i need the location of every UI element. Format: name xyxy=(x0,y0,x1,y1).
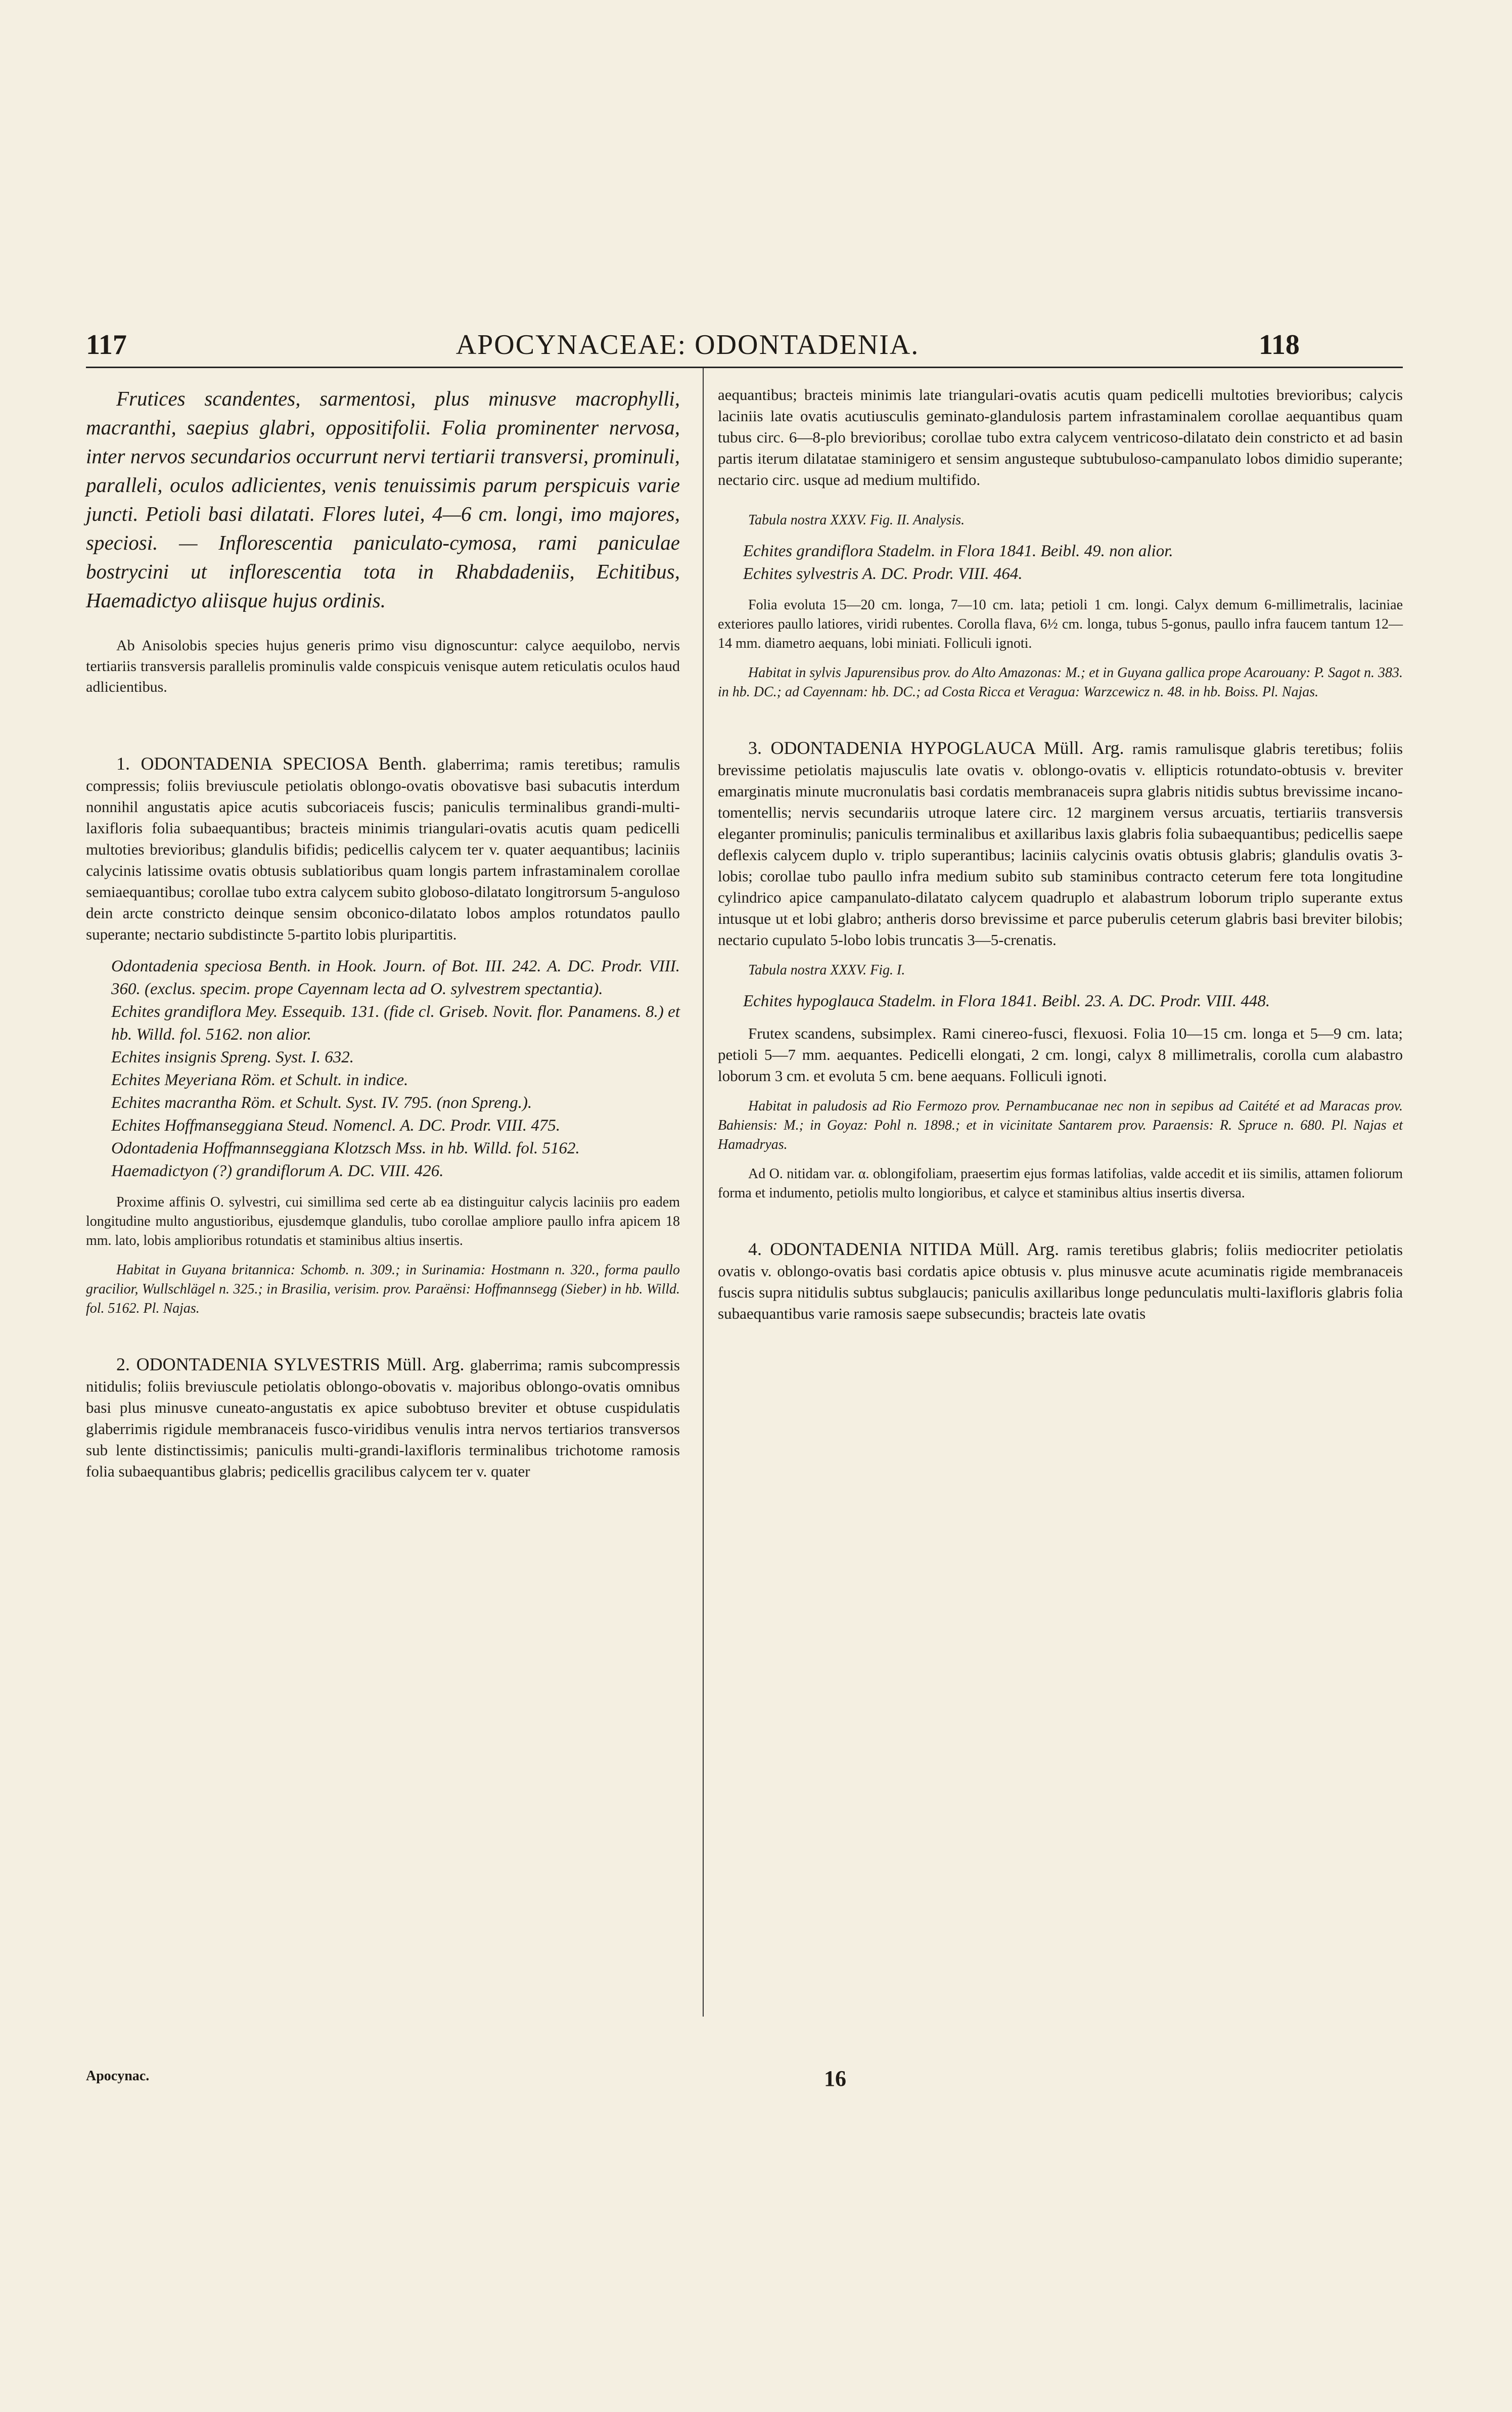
species-2-continued: aequantibus; bracteis minimis late triangulari-ovatis acutis quam pedicelli multoties brevioribus; calycis laciniis late ovatis acutiusculis geminato-glandulosis partem infrastaminalem corollae aequantibus quam tubus circ. 6—8-plo brevioribus; corollae tubo extra calycem ventricoso-dilatato dein constricto et ad basin partis iterum dilatatae staminigero et sensim angusteque subtubuloso-campanulato lobos dimidio superante; nectario circ. usque ad medium multifido. xyxy=(718,386,1403,488)
species-3-text: ramis ramulisque glabris teretibus; foliis brevissime petiolatis majusculis late ovatis v. oblongo-ovatis v. ellipticis rotundato-obtusis v. breviter emarginatis minute mucronulatis basi cordatis membranaceis supra glabris nitidis subtus brevissime incano-tomentellis; nervis secundariis utroque latere circ. 12 marginem versus arcuatis, tertiariis transversis eleganter prominulis; paniculis terminalibus et axillaribus laxis glabris folia subaequantibus; pedicellis saepe deflexis calycem duplo v. triplo superantibus; laciniis calycinis ovatis obtusis glabris; glandulis ovatis 3-lobis; corollae tubo paullo infra medium subito sub staminibus contracto ceterum fere tota longitudine cylindrico apice campanulato-dilatato calycem quadruplo et alabastrum loborum triplo superante extus intusque ut et lobi glabro; antheris dorso brevissime et parce puberulis ceterum glabris basi breviter bilobis; nectario cupulato 5-lobo lobis truncatis 3—5-crenatis. xyxy=(718,740,1403,949)
synonym: Echites sylvestris A. DC. Prodr. VIII. 464. xyxy=(743,565,1023,583)
column-divider xyxy=(703,368,704,2017)
species-4-description xyxy=(718,1238,1403,1324)
synonym: Echites insignis Spreng. Syst. I. 632. xyxy=(111,1048,354,1066)
intro-frutices: Frutices scandentes, sarmentosi, plus minusve macrophylli, macranthi, saepius glabri, oppositifolii. xyxy=(86,387,680,439)
species-4-heading: 4. ODONTADENIA NITIDA Müll. Arg. xyxy=(748,1239,1060,1259)
synonym: Echites hypoglauca Stadelm. in Flora 1841. Beibl. 23. A. DC. Prodr. VIII. 448. xyxy=(743,992,1270,1010)
intro-petioli: Petioli basi dilatati. xyxy=(146,502,315,525)
synonym: Echites grandiflora Stadelm. in Flora 1841. Beibl. 49. non alior. xyxy=(743,542,1173,560)
species-2-text: glaberrima; ramis subcompressis nitidulis; foliis breviuscule petiolatis oblongo-obovatis v. majoribus oblongo-ovatis omnibus basi plus minusve cuneato-angustatis ex apice subobtuso breviter et obtuse cuspidulatis glaberrimis rigidule membranaceis fusco-viridibus venulis intra nervos tertiarios transversos sub lente distinctissimis; paniculis multi-grandi-laxifloris terminalibus trichotome ramosis folia subaequantibus glabris; pedicellis gracilibus calycem ter v. quater xyxy=(86,1356,680,1480)
species-2-synonyms xyxy=(718,540,1403,586)
genus-description xyxy=(86,384,680,615)
synonym: Echites grandiflora Mey. Essequib. 131. (fide cl. Griseb. Novit. flor. Panamens. 8.) et hb. Willd. fol. 5162. non alior. xyxy=(111,1003,680,1044)
synonym: Echites macrantha Röm. et Schult. Syst. IV. 795. (non Spreng.). xyxy=(111,1094,532,1112)
species-2-detail: Folia evoluta 15—20 cm. longa, 7—10 cm. lata; petioli 1 cm. longi. Calyx demum 6-millimetralis, laciniae exteriores paullo latiores, viridi rubentes. Corolla flava, 6½ cm. longa, tubus 5-gonus, paullo infra faucem tantum 12—14 mm. diametro aequans, lobi miniati. Folliculi ignoti. xyxy=(718,597,1403,651)
species-2-heading: 2. ODONTADENIA SYLVESTRIS Müll. Arg. xyxy=(116,1354,465,1374)
species-1-text: glaberrima; ramis teretibus; ramulis compressis; foliis breviuscule petiolatis oblongo-ovatis obovatisve basi subacutis interdum nonnihil angustatis apice acutis subcoriaceis fuscis; paniculis terminalibus grandi-multi-laxifloris folia subaequantibus; bracteis minimis triangulari-ovatis acutis quam pedicelli multoties brevioribus; glandulis bifidis; pedicellis calycem ter v. quater aequantibus; laciniis calycinis latissime ovatis obtusis sublatioribus quam longis partem infrastaminalem corollae semiaequantibus; corollae tubo extra calycem subito globoso-dilatato longitrorsum 5-anguloso dein arcte constricto deinque sensim obconico-dilatato lobos amplos rotundatos paullo superante; nectario subdistincte 5-partito lobis pluripartitis. xyxy=(86,755,680,943)
genus-note: Ab Anisolobis species hujus generis primo visu dignoscuntur: calyce aequilobo, nervis tertiariis transversis parallelis prominulis valde conspicuis venisque autem reticulatis oculos haud adlicientibus. xyxy=(86,637,680,695)
page-number-left: 117 xyxy=(86,329,127,361)
intro-inflorescentia: — Inflorescentia paniculato-cymosa, rami paniculae bostrycini ut inflorescentia tota in Rhabdadeniis, Echitibus, Haemadictyo aliisque hujus ordinis. xyxy=(86,531,680,612)
synonym: Echites Hoffmanseggiana Steud. Nomencl. A. DC. Prodr. VIII. 475. xyxy=(111,1116,561,1135)
species-1-remark: Proxime affinis O. sylvestri, cui simillima sed certe ab ea distinguitur calycis laciniis pro eadem longitudine multo angustioribus, ejusdemque glandulis, tubo corollae ampliore paullo infra apicem 18 mm. lato, lobis amplioribus rotundatis et staminibus altius insertis. xyxy=(86,1194,680,1248)
page-number-right: 118 xyxy=(1259,329,1300,361)
species-3-description xyxy=(718,737,1403,951)
species-1-habitat: Habitat in Guyana britannica: Schomb. n. 309.; in Surinamia: Hostmann n. 320., forma paullo gracilior, Wullschlägel n. 325.; in Brasilia, verisim. prov. Paraënsi: Hoffmannsegg (Sieber) in hb. Willd. fol. 5162. Pl. Najas. xyxy=(86,1262,680,1316)
synonym: Odontadenia speciosa Benth. in Hook. Journ. of Bot. III. 242. A. DC. Prodr. VIII. 360. (exclus. specim. prope Cayennam lecta ad O. sylvestrem spectantia). xyxy=(111,957,680,998)
species-3-heading: 3. ODONTADENIA HYPOGLAUCA Müll. Arg. xyxy=(748,738,1124,758)
running-title: APOCYNACEAE: ODONTADENIA. xyxy=(455,329,920,361)
right-column xyxy=(718,384,1403,1324)
species-2-plate: Tabula nostra XXXV. Fig. II. Analysis. xyxy=(748,512,965,528)
species-1-synonyms xyxy=(86,955,680,1183)
species-4-text: ramis teretibus glabris; foliis mediocriter petiolatis ovatis v. oblongo-ovatis basi cordatis apice obtusis v. plus minusve acute acuminatis rigide membranaceis fuscis supra nitidulis subtus subglaucis; paniculis axillaribus longe pedunculatis multi-laxifloris glabris folia subaequantibus varie ramosis saepe subsecundis; bracteis late ovatis xyxy=(718,1241,1403,1322)
signature-number: 16 xyxy=(824,2066,846,2091)
header-rule xyxy=(86,367,1403,368)
species-3-detail: Frutex scandens, subsimplex. Rami cinereo-fusci, flexuosi. Folia 10—15 cm. longa et 5—9 cm. lata; petioli 5—7 mm. aequantes. Pedicelli elongati, 2 cm. longi, calyx 8 millimetralis, corolla cum alabastro loborum 3 cm. et evoluta 5 cm. bene aequans. Folliculi ignoti. xyxy=(718,1024,1403,1085)
species-3-synonyms xyxy=(718,990,1403,1013)
intro-flores: Flores lutei, 4—6 cm. longi, imo majores, speciosi. xyxy=(86,502,680,554)
synonym: Odontadenia Hoffmannseggiana Klotzsch Mss. in hb. Willd. fol. 5162. xyxy=(111,1139,580,1157)
synonym: Echites Meyeriana Röm. et Schult. in indice. xyxy=(111,1071,408,1089)
species-2-habitat: Habitat in sylvis Japurensibus prov. do Alto Amazonas: M.; et in Guyana gallica prope Acarouany: P. Sagot n. 383. in hb. DC.; ad Cayennam: hb. DC.; ad Costa Ricca et Veragua: Warzcewicz n. 48. in hb. Boiss. Pl. Najas. xyxy=(718,665,1403,700)
species-1-description xyxy=(86,753,680,945)
intro-folia: Folia prominenter nervosa, inter nervos secundarios occurrunt nervi tertiarii transversi, prominuli, paralleli, oculos adlicientes, venis tenuissimis parum perspicuis varie juncti. xyxy=(86,416,680,525)
signature-label: Apocynac. xyxy=(86,2068,150,2084)
synonym: Haemadictyon (?) grandiflorum A. DC. VIII. 426. xyxy=(111,1162,444,1180)
left-column xyxy=(86,384,680,1482)
species-1-heading: 1. ODONTADENIA SPECIOSA Benth. xyxy=(116,753,427,774)
species-3-habitat: Habitat in paludosis ad Rio Fermozo prov. Pernambucanae nec non in sepibus ad Caitété et ad Maracas prov. Bahiensis: M.; in Goyaz: Pohl n. 1898.; et in vicinitate Santarem prov. Paraensis: R. Spruce n. 680. Pl. Najas et Hamadryas. xyxy=(718,1098,1403,1152)
species-2-description xyxy=(86,1354,680,1482)
species-3-variety-note: Ad O. nitidam var. α. oblongifoliam, praesertim ejus formas latifolias, valde accedit et iis similis, attamen foliorum forma et indumento, petiolis multo longioribus, et calyce et staminibus altius insertis diversa. xyxy=(718,1166,1403,1201)
species-3-plate: Tabula nostra XXXV. Fig. I. xyxy=(748,962,905,978)
